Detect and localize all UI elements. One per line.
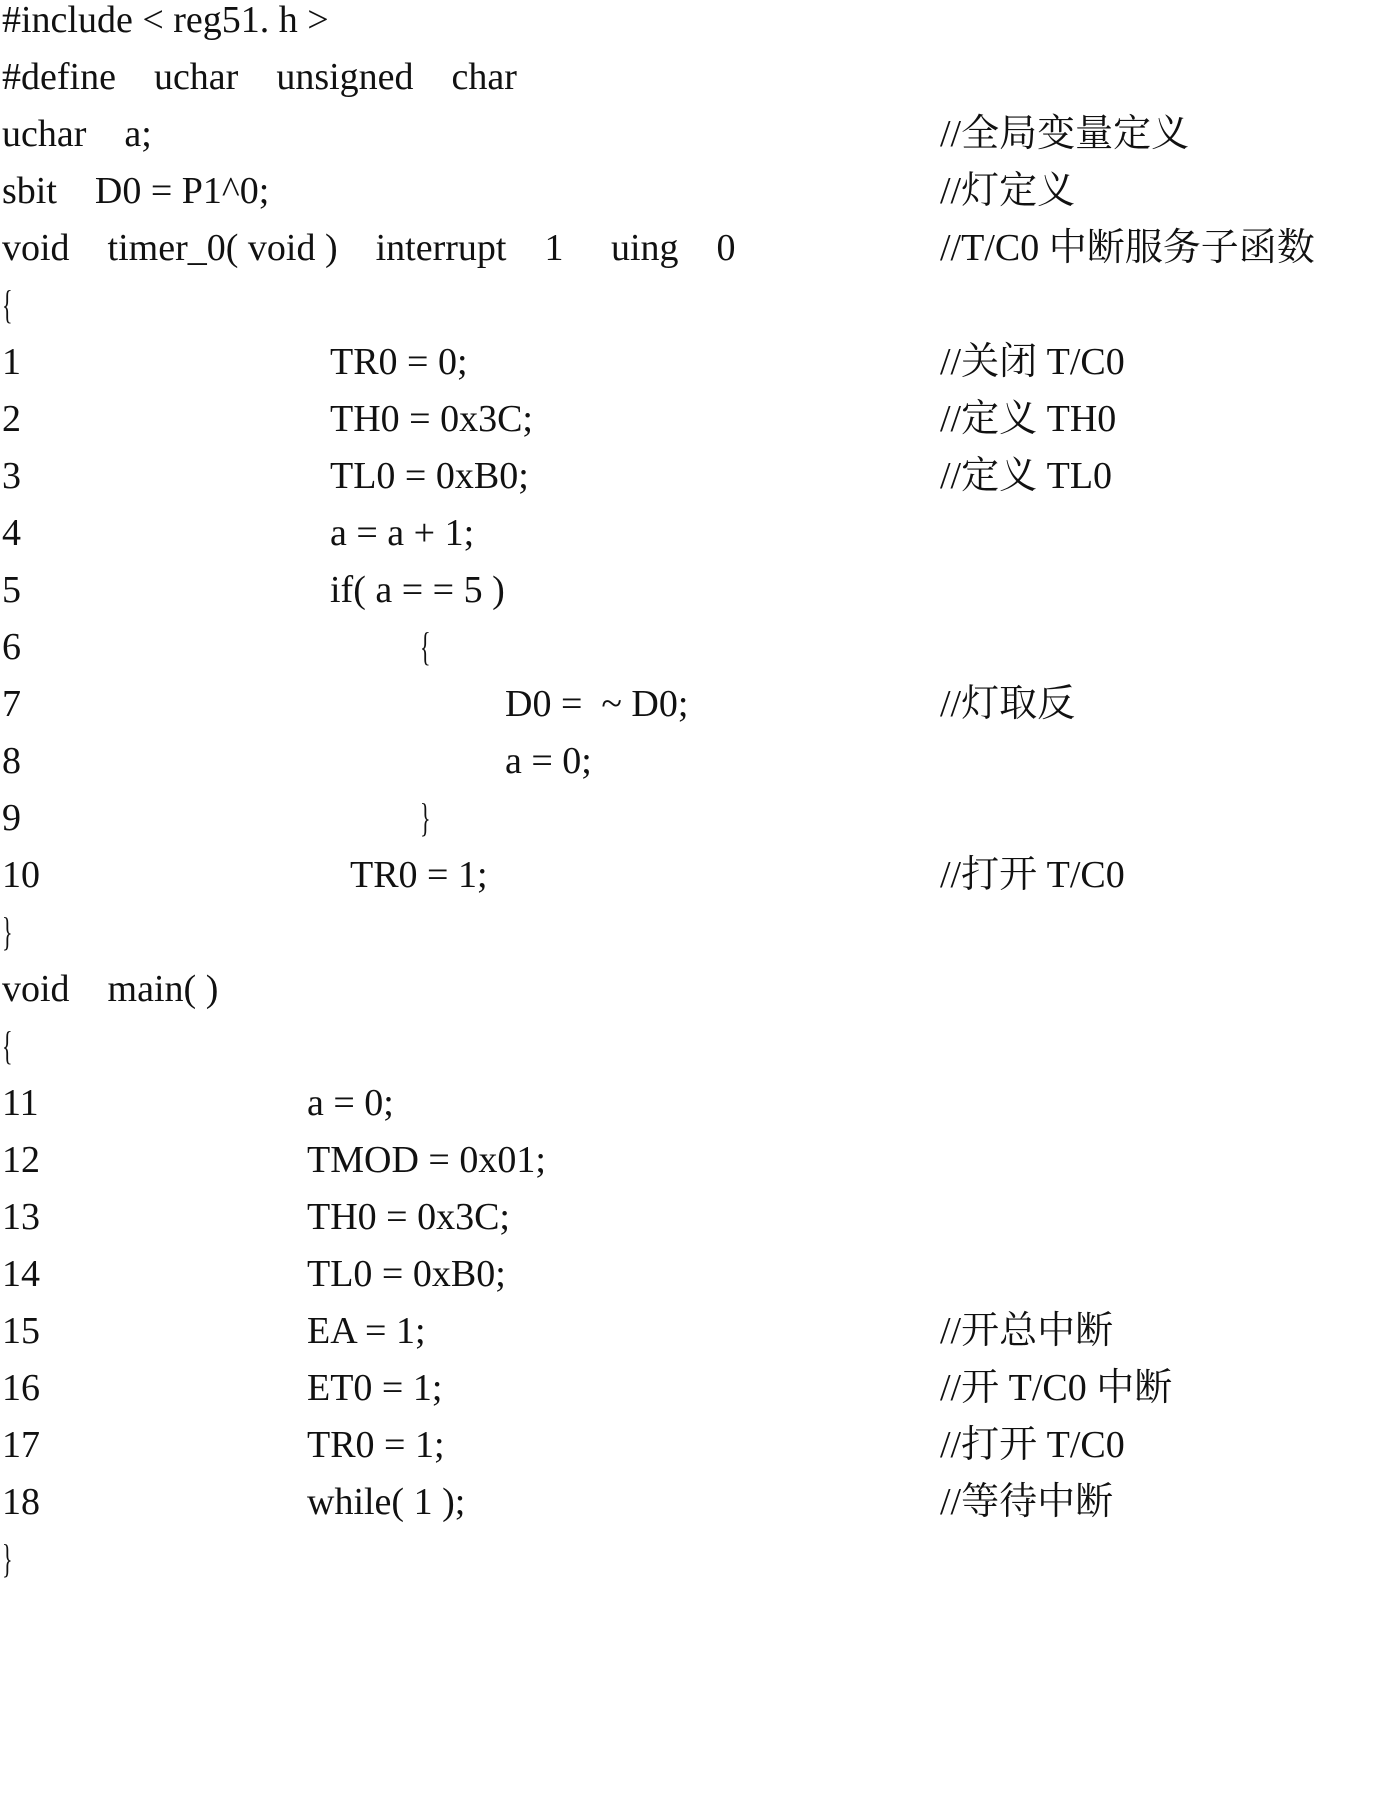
code-line xyxy=(0,1197,1394,1262)
code-line xyxy=(0,1311,1394,1376)
code-comment: //等待中断 xyxy=(940,1481,1114,1523)
code-line-main-close xyxy=(0,1536,1394,1604)
code-line xyxy=(0,399,1394,464)
code-statement: D0 = ~ D0; xyxy=(505,683,689,725)
code-text: sbit D0 = P1^0; xyxy=(2,170,270,212)
code-line xyxy=(0,1140,1394,1205)
code-comment: //打开 T/C0 xyxy=(940,854,1125,896)
open-brace: { xyxy=(2,1023,13,1068)
code-statement: TR0 = 0; xyxy=(330,341,468,383)
code-line-isr-signature xyxy=(0,228,1394,293)
code-line-isr-open xyxy=(0,282,1394,350)
code-statement: a = 0; xyxy=(307,1082,394,1124)
code-line xyxy=(0,855,1394,920)
close-brace: } xyxy=(420,795,431,840)
code-line-main-signature xyxy=(0,969,1394,1034)
code-statement: TL0 = 0xB0; xyxy=(330,455,529,497)
line-number: 11 xyxy=(2,1082,39,1124)
code-line xyxy=(0,570,1394,635)
code-line xyxy=(0,684,1394,749)
line-number: 6 xyxy=(2,626,21,668)
line-number: 5 xyxy=(2,569,21,611)
line-number: 17 xyxy=(2,1424,40,1466)
code-statement: TMOD = 0x01; xyxy=(307,1139,546,1181)
code-statement: a = a + 1; xyxy=(330,512,475,554)
code-text: uchar a; xyxy=(2,113,152,155)
code-line-main-open xyxy=(0,1023,1394,1091)
code-statement: a = 0; xyxy=(505,740,592,782)
code-comment: //定义 TH0 xyxy=(940,398,1117,440)
line-number: 16 xyxy=(2,1367,40,1409)
code-statement: TL0 = 0xB0; xyxy=(307,1253,506,1295)
code-statement: while( 1 ); xyxy=(307,1481,466,1523)
line-number: 2 xyxy=(2,398,21,440)
close-brace: } xyxy=(2,909,13,954)
code-comment: //灯取反 xyxy=(940,683,1076,725)
line-number: 8 xyxy=(2,740,21,782)
line-number: 12 xyxy=(2,1139,40,1181)
code-text: void main( ) xyxy=(2,968,219,1010)
open-brace: { xyxy=(2,282,13,327)
line-number: 18 xyxy=(2,1481,40,1523)
line-number: 13 xyxy=(2,1196,40,1238)
code-comment: //灯定义 xyxy=(940,170,1076,212)
code-text: void timer_0( void ) interrupt 1 uing 0 xyxy=(2,227,736,269)
line-number: 10 xyxy=(2,854,40,896)
code-line xyxy=(0,741,1394,806)
line-number: 4 xyxy=(2,512,21,554)
code-line xyxy=(0,513,1394,578)
line-number: 9 xyxy=(2,797,21,839)
code-line xyxy=(0,795,1394,863)
code-line xyxy=(0,1482,1394,1547)
code-text: #define uchar unsigned char xyxy=(2,56,517,98)
code-statement: TR0 = 1; xyxy=(307,1424,445,1466)
code-line xyxy=(0,342,1394,407)
code-statement: if( a = = 5 ) xyxy=(330,569,505,611)
code-line xyxy=(0,1425,1394,1490)
code-line xyxy=(0,624,1394,692)
code-comment: //开 T/C0 中断 xyxy=(940,1367,1173,1409)
code-statement: EA = 1; xyxy=(307,1310,426,1352)
code-comment: //打开 T/C0 xyxy=(940,1424,1125,1466)
code-line xyxy=(0,456,1394,521)
close-brace: } xyxy=(2,1536,13,1581)
code-comment: //定义 TL0 xyxy=(940,455,1113,497)
line-number: 7 xyxy=(2,683,21,725)
code-comment: //开总中断 xyxy=(940,1310,1114,1352)
code-line xyxy=(0,1083,1394,1148)
open-brace: { xyxy=(420,624,431,669)
code-comment: //全局变量定义 xyxy=(940,113,1190,155)
line-number: 15 xyxy=(2,1310,40,1352)
code-line xyxy=(0,1254,1394,1319)
line-number: 3 xyxy=(2,455,21,497)
code-statement: TR0 = 1; xyxy=(350,854,488,896)
code-statement: ET0 = 1; xyxy=(307,1367,443,1409)
code-comment: //T/C0 中断服务子函数 xyxy=(940,227,1315,269)
code-statement: TH0 = 0x3C; xyxy=(307,1196,510,1238)
code-line xyxy=(0,1368,1394,1433)
code-comment: //关闭 T/C0 xyxy=(940,341,1125,383)
code-statement: TH0 = 0x3C; xyxy=(330,398,533,440)
line-number: 1 xyxy=(2,341,21,383)
code-text: #include < reg51. h > xyxy=(2,0,329,41)
line-number: 14 xyxy=(2,1253,40,1295)
